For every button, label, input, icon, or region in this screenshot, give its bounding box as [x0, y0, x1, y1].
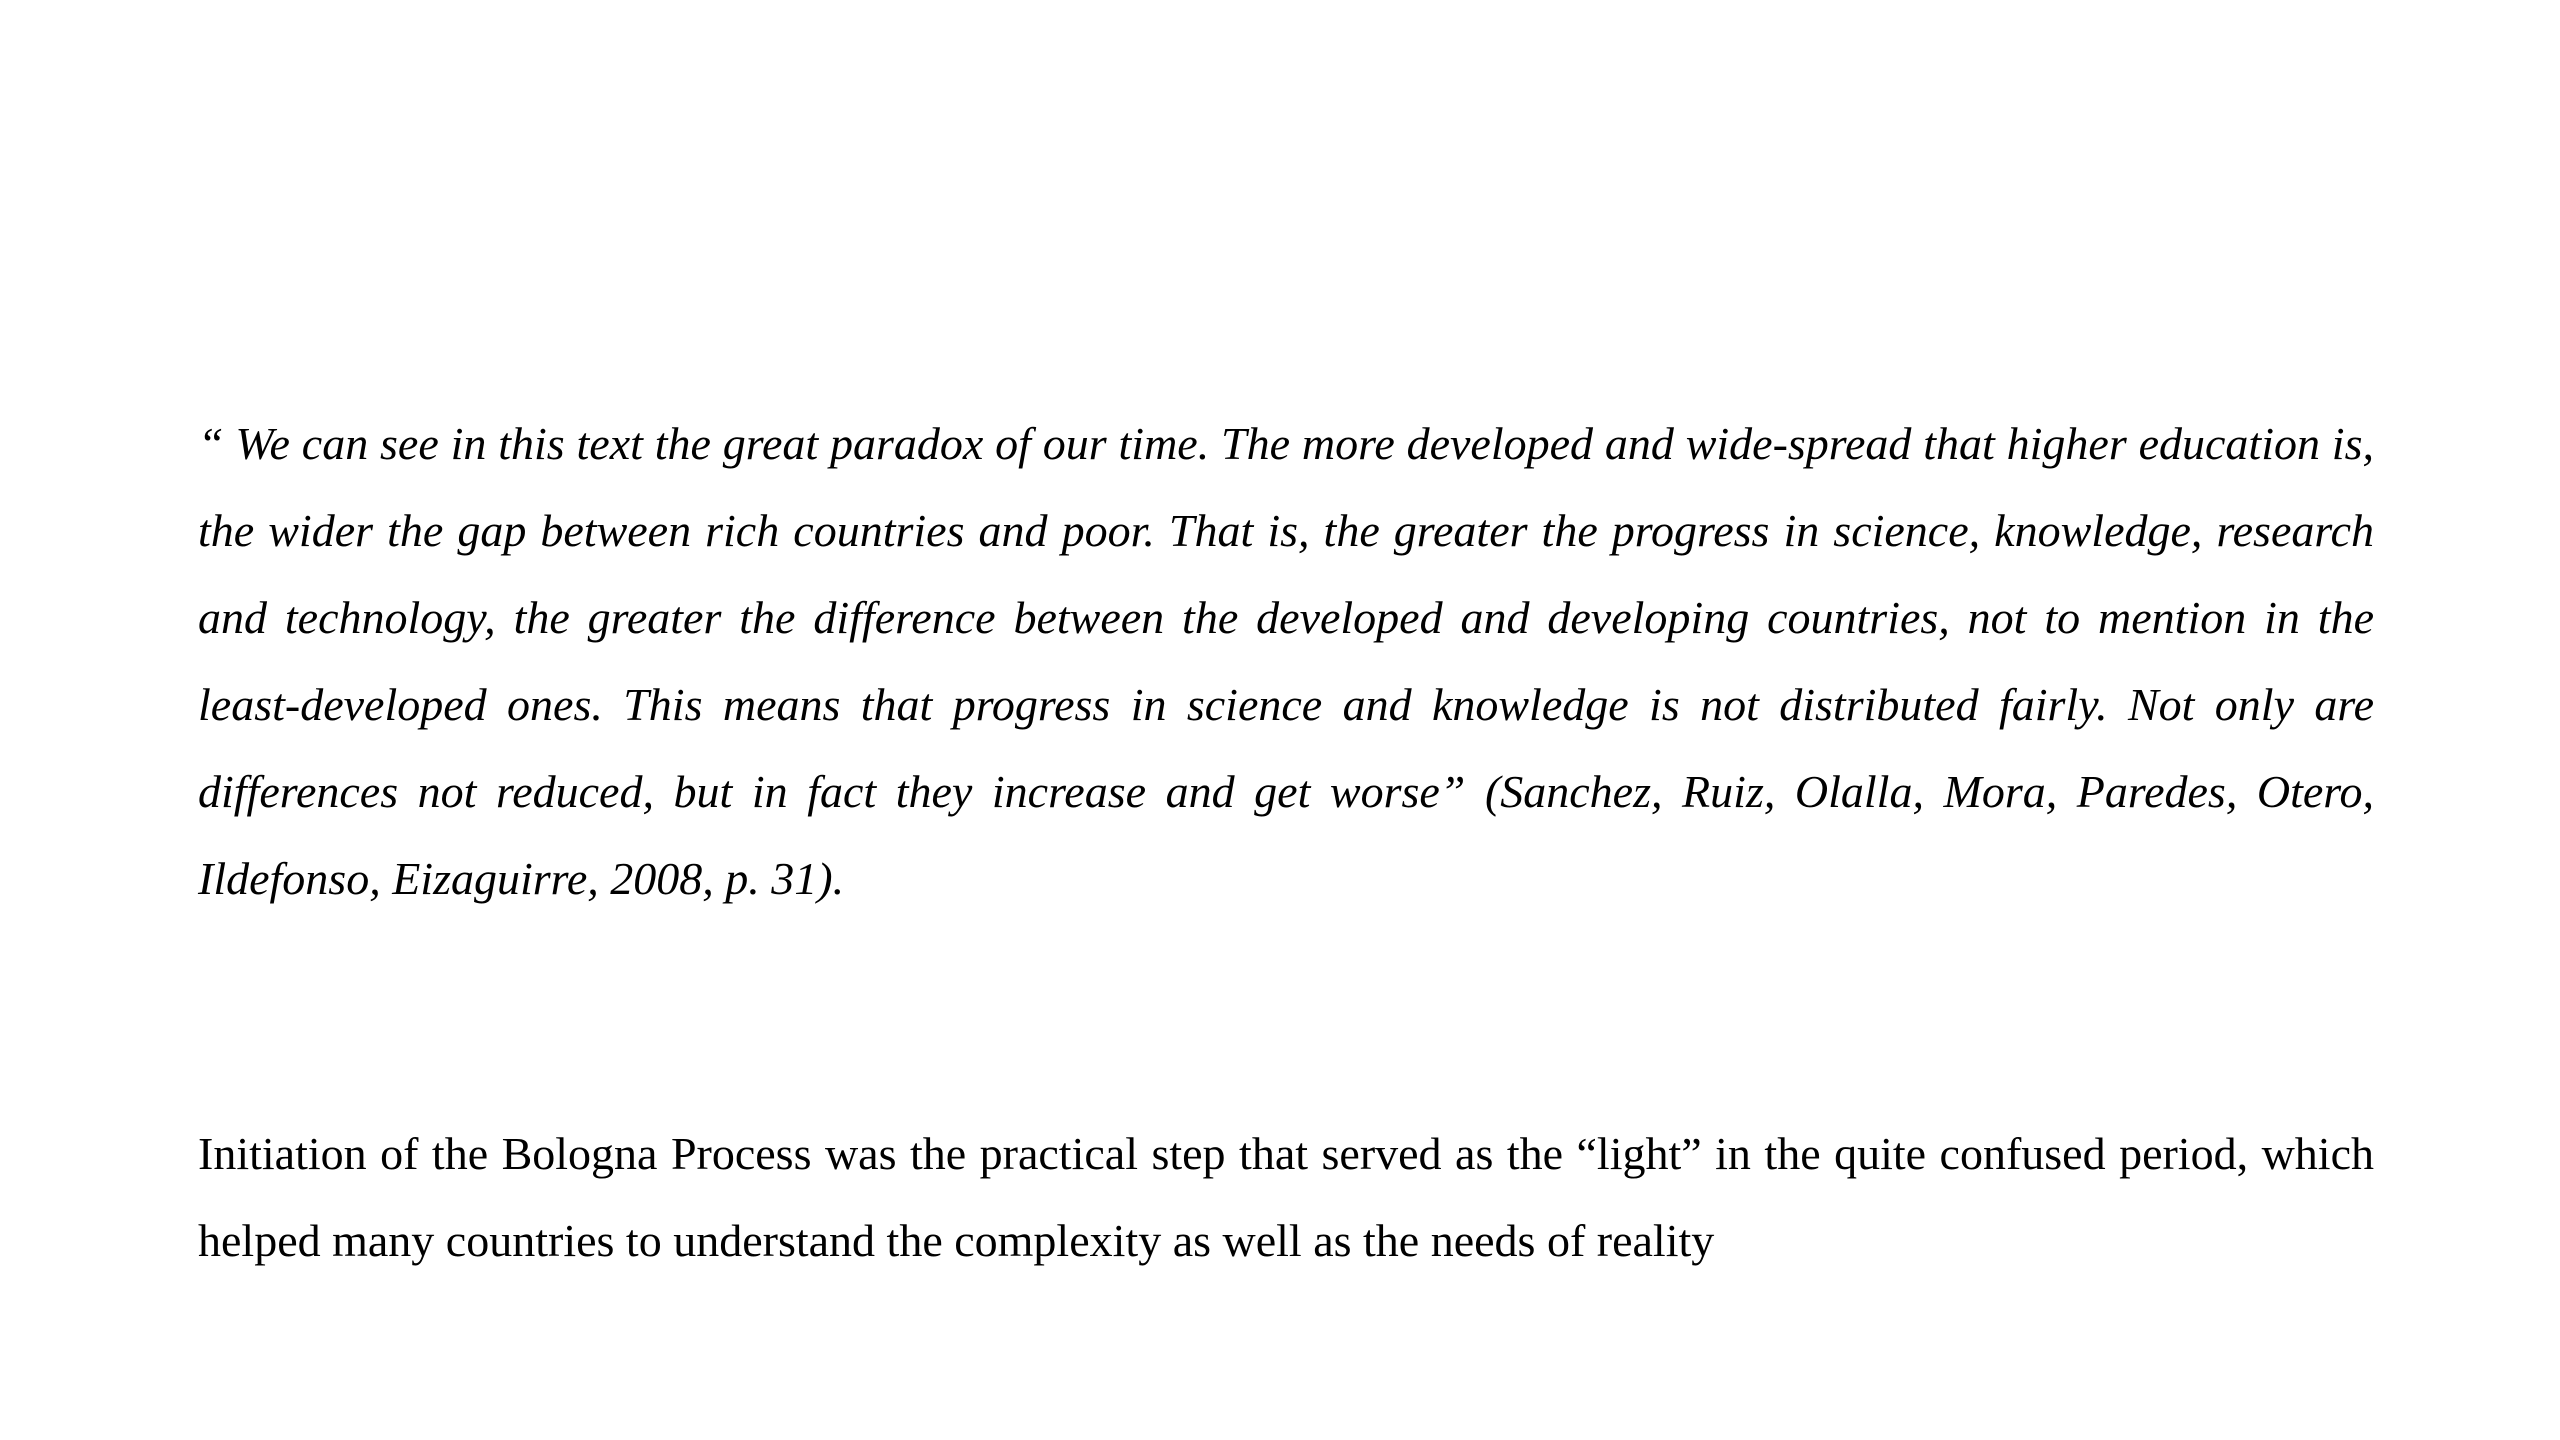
body-paragraph: Initiation of the Bologna Process was the practical step that served as the “light” in the quite confused period, which helped many countries to understand the complexity as well as the needs of reality: [198, 1128, 2374, 1266]
block-quote: “ We can see in this text the great paradox of our time. The more developed and wide-spread that higher education is, the wider the gap between rich countries and poor. That is, the greater the progress in science, knowledge, research and technology, the greater the difference between the developed and developing countries, not to mention in the least-developed ones. This means that progress in science and knowledge is not distributed fairly. Not only are differences not reduced, but in fact they increase and get worse” (Sanchez, Ruiz, Olalla, Mora, Paredes, Otero, Ildefonso, Eizaguirre, 2008, p. 31).: [198, 418, 2374, 904]
